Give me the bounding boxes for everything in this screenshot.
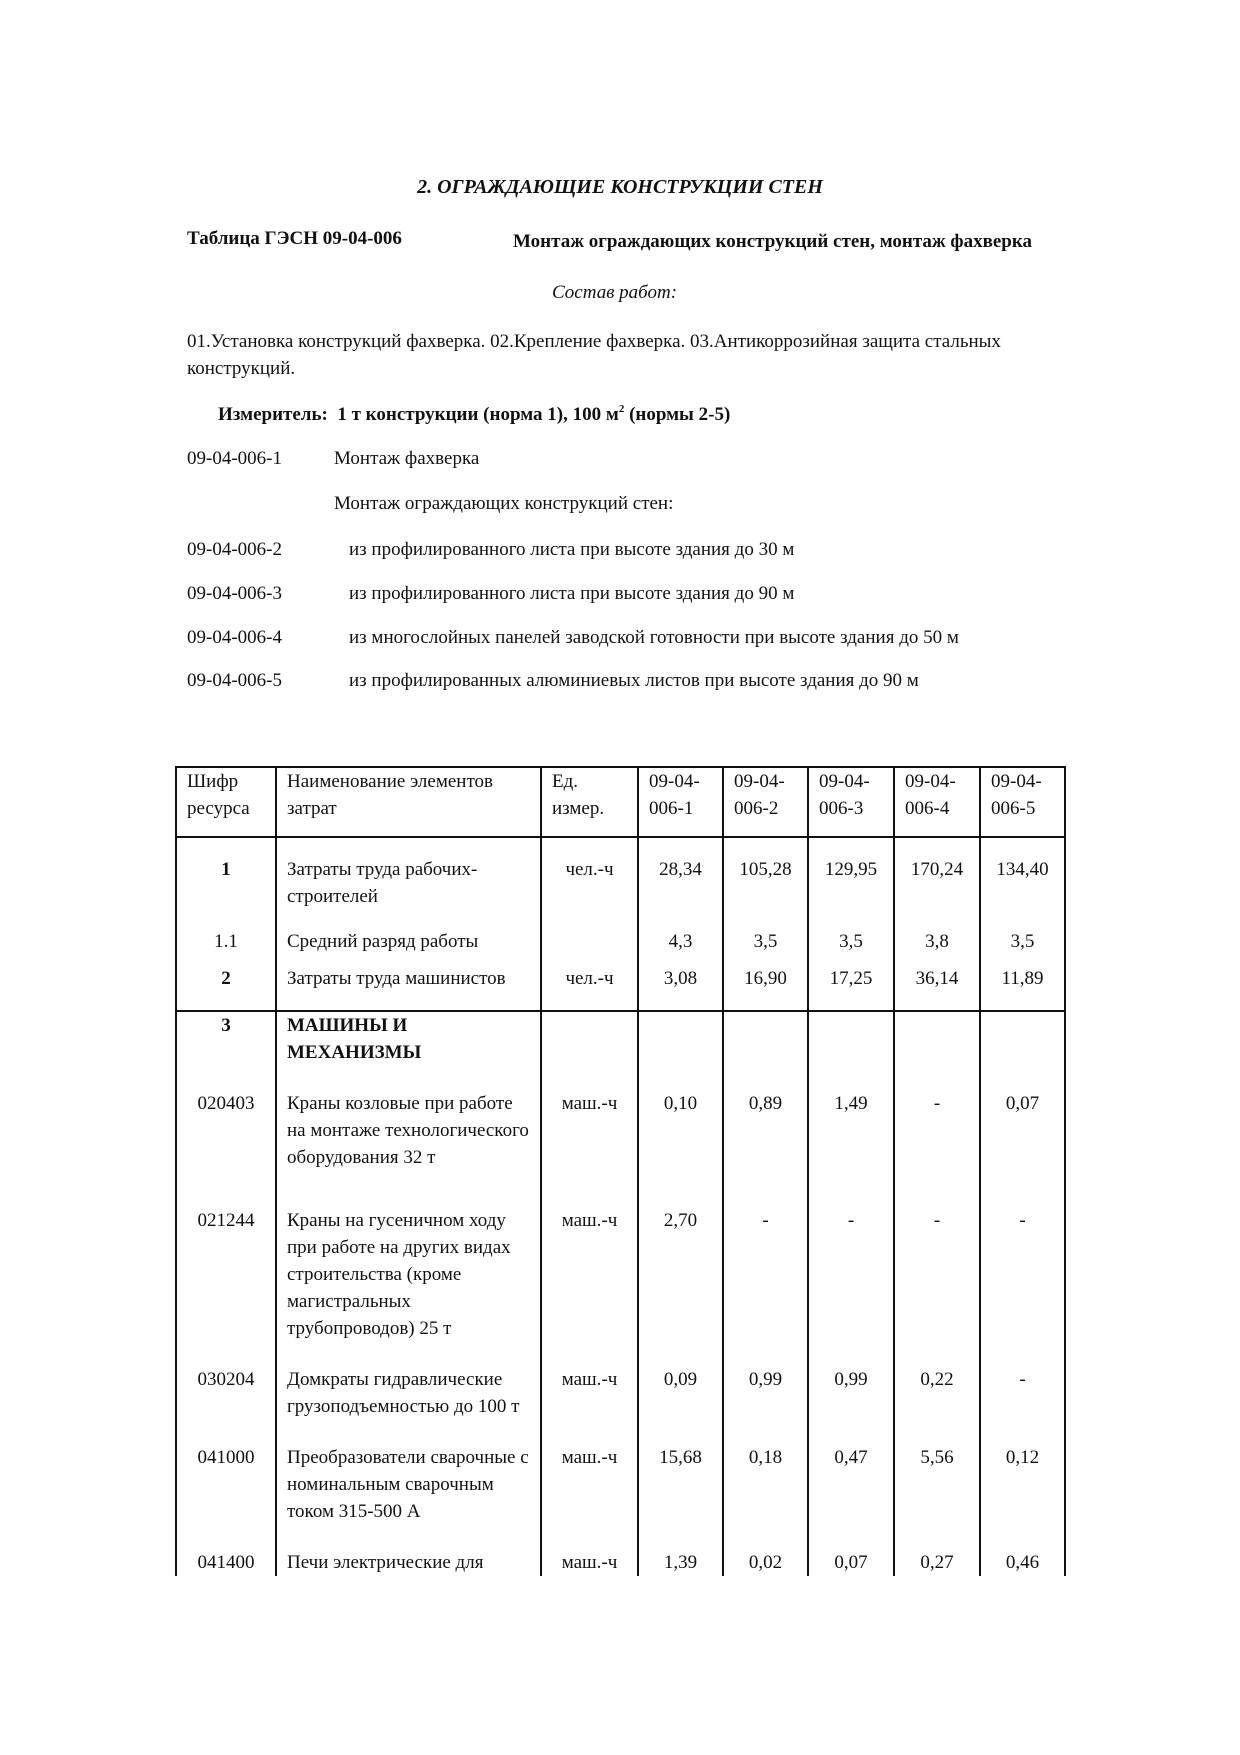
- table-row: [176, 856, 1065, 928]
- measure-text: 1 т конструкции (норма 1), 100 м: [337, 404, 619, 425]
- header-cell: Шифр ресурса: [176, 767, 276, 837]
- resource-name-cell: МАШИНЫ И МЕХАНИЗМЫ: [276, 1011, 541, 1090]
- value-cell: 3,08: [638, 965, 723, 1011]
- unit-cell: маш.-ч: [541, 1549, 638, 1576]
- value-cell: 0,07: [808, 1549, 894, 1576]
- table-row: [176, 965, 1065, 1011]
- value-cell: 0,12: [980, 1444, 1065, 1549]
- table-row: [176, 1207, 1065, 1366]
- table-row: [176, 1090, 1065, 1207]
- value-cell: [723, 1011, 808, 1090]
- norm-code: 09-04-006-3: [187, 583, 282, 604]
- value-cell: 0,27: [894, 1549, 980, 1576]
- value-cell: [808, 1011, 894, 1090]
- resource-code-cell: 030204: [176, 1366, 276, 1444]
- header-cell: Ед. измер.: [541, 767, 638, 837]
- header-cell: 09-04-006-2: [723, 767, 808, 837]
- unit-cell: маш.-ч: [541, 1366, 638, 1444]
- value-cell: 170,24: [894, 856, 980, 928]
- resource-code-cell: 020403: [176, 1090, 276, 1207]
- norm-text: из многослойных панелей заводской готовности при высоте здания до 50 м: [349, 627, 959, 648]
- table-row: [176, 1011, 1065, 1090]
- value-cell: 3,5: [723, 928, 808, 965]
- norm-text: из профилированного листа при высоте здания до 30 м: [349, 539, 795, 560]
- unit-cell: маш.-ч: [541, 1444, 638, 1549]
- norm-text: Монтаж фахверка: [334, 448, 480, 469]
- value-cell: 2,70: [638, 1207, 723, 1366]
- resource-name-cell: Преобразователи сварочные с номинальным сварочным током 315-500 А: [276, 1444, 541, 1549]
- resource-code-cell: 3: [176, 1011, 276, 1090]
- resource-code-cell: 041400: [176, 1549, 276, 1576]
- resource-table: [175, 766, 1066, 1576]
- table-header-row: [176, 767, 1065, 837]
- value-cell: 1,39: [638, 1549, 723, 1576]
- work-composition-label: Состав работ:: [552, 282, 678, 303]
- value-cell: 11,89: [980, 965, 1065, 1011]
- value-cell: 0,09: [638, 1366, 723, 1444]
- value-cell: 0,02: [723, 1549, 808, 1576]
- norm-code: 09-04-006-2: [187, 539, 282, 560]
- header-cell: 09-04-006-1: [638, 767, 723, 837]
- norm-code: 09-04-006-4: [187, 627, 282, 648]
- norm-code: 09-04-006-1: [187, 448, 282, 469]
- value-cell: 15,68: [638, 1444, 723, 1549]
- value-cell: -: [894, 1207, 980, 1366]
- value-cell: 16,90: [723, 965, 808, 1011]
- resource-name-cell: Средний разряд работы: [276, 928, 541, 965]
- value-cell: 4,3: [638, 928, 723, 965]
- value-cell: 0,99: [723, 1366, 808, 1444]
- value-cell: 1,49: [808, 1090, 894, 1207]
- resource-code-cell: 2: [176, 965, 276, 1011]
- value-cell: 0,99: [808, 1366, 894, 1444]
- value-cell: 3,5: [808, 928, 894, 965]
- unit-cell: маш.-ч: [541, 1207, 638, 1366]
- header-cell: 09-04-006-5: [980, 767, 1065, 837]
- value-cell: 28,34: [638, 856, 723, 928]
- value-cell: 36,14: [894, 965, 980, 1011]
- header-cell: Наименование элементов затрат: [276, 767, 541, 837]
- value-cell: -: [894, 1090, 980, 1207]
- resource-code-cell: 041000: [176, 1444, 276, 1549]
- unit-cell: чел.-ч: [541, 856, 638, 928]
- work-composition-text: 01.Установка конструкций фахверка. 02.Крепление фахверка. 03.Антикоррозийная защита стальных конструкций.: [187, 331, 1001, 379]
- table-heading: Монтаж ограждающих конструкций стен, монтаж фахверка: [513, 231, 1033, 252]
- resource-code-cell: 1.1: [176, 928, 276, 965]
- norm-code: 09-04-006-5: [187, 670, 282, 691]
- unit-cell: [541, 928, 638, 965]
- value-cell: 0,89: [723, 1090, 808, 1207]
- resource-code-cell: 1: [176, 856, 276, 928]
- norm-text: из профилированного листа при высоте здания до 90 м: [349, 583, 795, 604]
- resource-code-cell: 021244: [176, 1207, 276, 1366]
- unit-cell: [541, 1011, 638, 1090]
- value-cell: 0,10: [638, 1090, 723, 1207]
- value-cell: 0,18: [723, 1444, 808, 1549]
- value-cell: -: [980, 1366, 1065, 1444]
- value-cell: 5,56: [894, 1444, 980, 1549]
- section-title: 2. ОГРАЖДАЮЩИЕ КОНСТРУКЦИИ СТЕН: [417, 176, 823, 198]
- value-cell: 129,95: [808, 856, 894, 928]
- resource-name-cell: Затраты труда машинистов: [276, 965, 541, 1011]
- measure-label: Измеритель:: [218, 404, 328, 425]
- norm-text: из профилированных алюминиевых листов при высоте здания до 90 м: [349, 670, 919, 691]
- resource-name-cell: Затраты труда рабочих-строителей: [276, 856, 541, 928]
- value-cell: 17,25: [808, 965, 894, 1011]
- value-cell: 0,46: [980, 1549, 1065, 1576]
- table-row: [176, 928, 1065, 965]
- table-row: [176, 1366, 1065, 1444]
- header-cell: 09-04-006-4: [894, 767, 980, 837]
- value-cell: -: [980, 1207, 1065, 1366]
- header-cell: 09-04-006-3: [808, 767, 894, 837]
- value-cell: [980, 1011, 1065, 1090]
- value-cell: 105,28: [723, 856, 808, 928]
- value-cell: 3,5: [980, 928, 1065, 965]
- value-cell: 3,8: [894, 928, 980, 965]
- value-cell: [638, 1011, 723, 1090]
- measure-line: [218, 403, 730, 426]
- measure-text-after: (нормы 2-5): [624, 404, 731, 425]
- resource-name-cell: Краны на гусеничном ходу при работе на других видах строительства (кроме магистральных трубопроводов) 25 т: [276, 1207, 541, 1366]
- value-cell: 0,07: [980, 1090, 1065, 1207]
- value-cell: 0,22: [894, 1366, 980, 1444]
- value-cell: -: [723, 1207, 808, 1366]
- norm-text: Монтаж ограждающих конструкций стен:: [334, 493, 674, 514]
- value-cell: -: [808, 1207, 894, 1366]
- measure-superscript: 2: [618, 403, 625, 415]
- resource-name-cell: Краны козловые при работе на монтаже технологического оборудования 32 т: [276, 1090, 541, 1207]
- value-cell: 0,47: [808, 1444, 894, 1549]
- value-cell: [894, 1011, 980, 1090]
- resource-name-cell: Домкраты гидравлические грузоподъемностью до 100 т: [276, 1366, 541, 1444]
- value-cell: 134,40: [980, 856, 1065, 928]
- table-label: Таблица ГЭСН 09-04-006: [187, 228, 402, 249]
- table-row: [176, 1549, 1065, 1576]
- unit-cell: маш.-ч: [541, 1090, 638, 1207]
- resource-name-cell: Печи электрические для: [276, 1549, 541, 1576]
- table-row: [176, 1444, 1065, 1549]
- unit-cell: чел.-ч: [541, 965, 638, 1011]
